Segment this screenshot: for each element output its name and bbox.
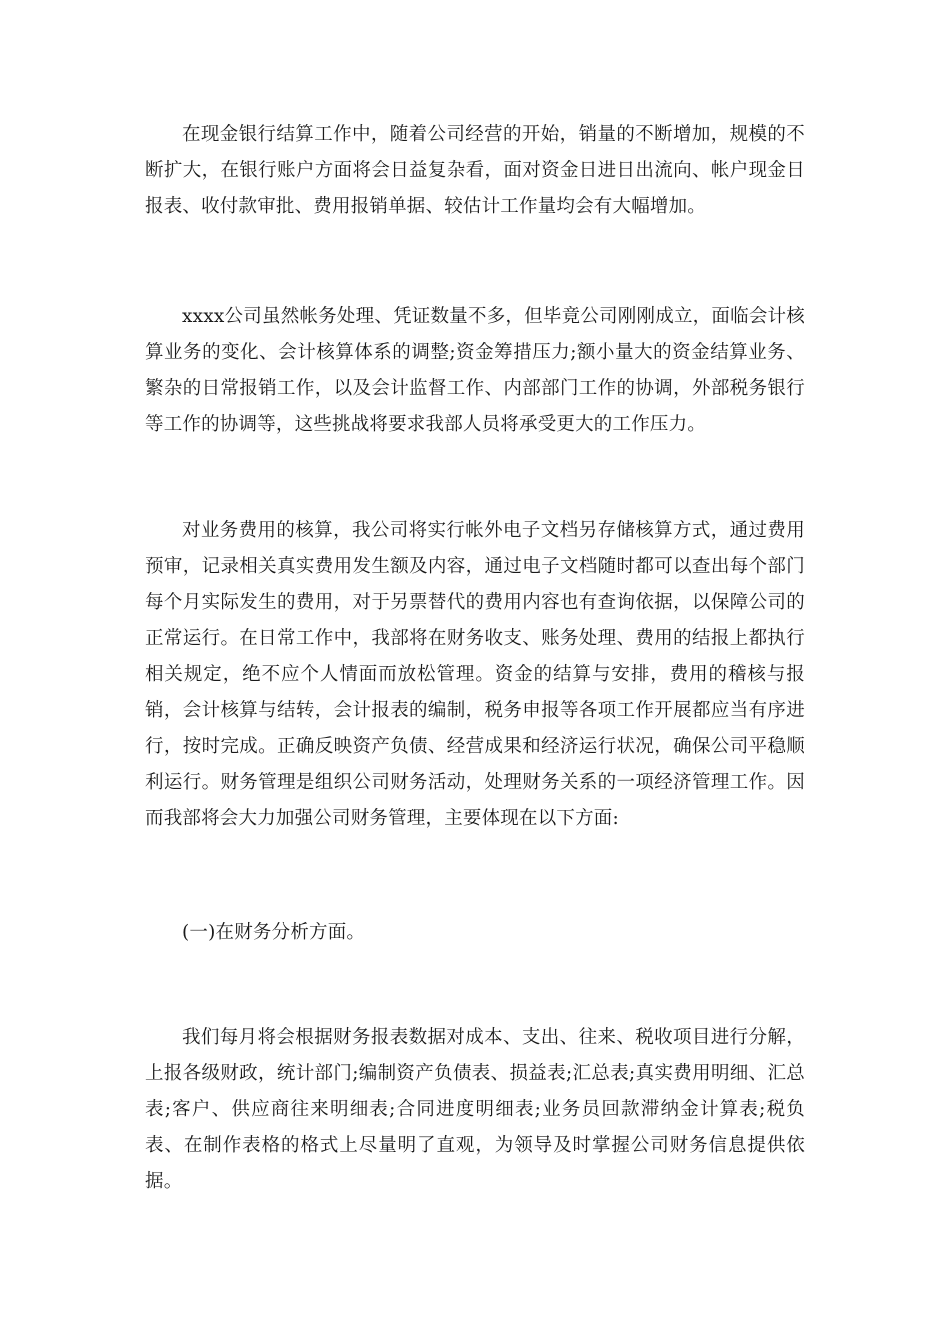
paragraph-cash-bank-settlement: 在现金银行结算工作中，随着公司经营的开始，销量的不断增加，规模的不断扩大，在银行账户方面将会日益复杂看，面对资金日进日出流向、帐户现金日报表、收付款审批、费用报销单据、较估计工作量均会有大幅增加。 [145,124,805,217]
paragraph-monthly-reports: 我们每月将会根据财务报表数据对成本、支出、往来、税收项目进行分解，上报各级财政，统计部门;编制资产负债表、损益表;汇总表;真实费用明细、汇总表;客户、供应商往来明细表;合同进度明细表;业务员回款滞纳金计算表;税负表、在制作表格的格式上尽量明了直观，为领导及时掌握公司财务信息提供依据。 [145,1027,805,1192]
paragraph-company-challenges: xxxx公司虽然帐务处理、凭证数量不多，但毕竟公司刚刚成立，面临会计核算业务的变化、会计核算体系的调整;资金筹措压力;额小量大的资金结算业务、繁杂的日常报销工作，以及会计监督工作、内部部门工作的协调，外部税务银行等工作的协调等，这些挑战将要求我部人员将承受更大的工作压力。 [145,306,805,435]
paragraph-expense-accounting: 对业务费用的核算，我公司将实行帐外电子文档另存储核算方式，通过费用预审，记录相关真实费用发生额及内容，通过电子文档随时都可以查出每个部门每个月实际发生的费用，对于另票替代的费用内容也有查询依据，以保障公司的正常运行。在日常工作中，我部将在财务收支、账务处理、费用的结报上都执行相关规定，绝不应个人情面而放松管理。资金的结算与安排，费用的稽核与报销，会计核算与结转，会计报表的编制，税务申报等各项工作开展都应当有序进行，按时完成。正确反映资产负债、经营成果和经济运行状况，确保公司平稳顺利运行。财务管理是组织公司财务活动，处理财务关系的一项经济管理工作。因而我部将会大力加强公司财务管理，主要体现在以下方面: [145,520,805,829]
section-heading-financial-analysis: (一)在财务分析方面。 [182,922,366,943]
